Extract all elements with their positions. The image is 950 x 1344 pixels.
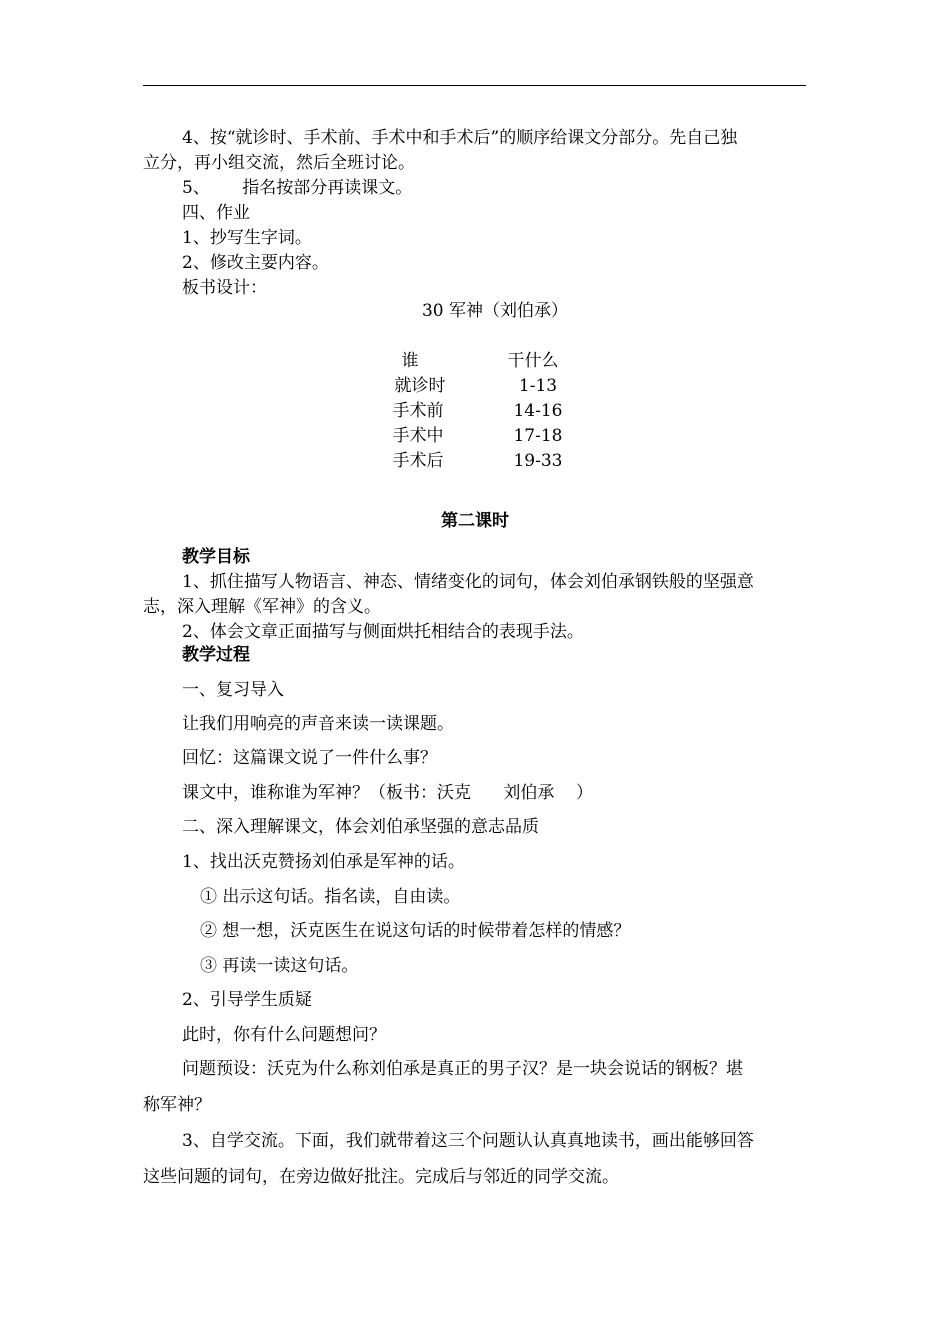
step2-heading: 二、深入理解课文，体会刘伯承坚强的意志品质 <box>182 817 539 837</box>
lesson2-title: 第二课时 <box>441 511 509 531</box>
board-row-who: 就诊时 <box>394 376 446 396</box>
item5: 5、 指名按部分再读课文。 <box>182 178 413 198</box>
board-row-what: 1-13 <box>518 376 558 396</box>
step1-line1: 让我们用响亮的声音来读一读课题。 <box>182 714 454 734</box>
homework-2: 2、修改主要内容。 <box>182 253 329 273</box>
goals-heading: 教学目标 <box>182 547 250 567</box>
step2-item2-b-line1: 问题预设：沃克为什么称刘伯承是真正的男子汉？是一块会说话的钢板？堪 <box>182 1059 743 1079</box>
step2-item2-a: 此时，你有什么问题想问？ <box>182 1025 386 1045</box>
step2-item3-line2: 这些问题的词句，在旁边做好批注。完成后与邻近的同学交流。 <box>143 1167 619 1187</box>
goal1-line1: 1、抓住描写人物语言、神态、情绪变化的词句，体会刘伯承钢铁般的坚强意 <box>182 572 754 592</box>
board-design-label: 板书设计： <box>182 278 267 298</box>
step2-item1-a: ① 出示这句话。指名读，自由读。 <box>200 887 461 907</box>
board-head-what: 干什么 <box>507 351 559 371</box>
process-heading: 教学过程 <box>182 645 250 665</box>
goal2: 2、体会文章正面描写与侧面烘托相结合的表现手法。 <box>182 622 584 642</box>
step1-heading: 一、复习导入 <box>182 680 284 700</box>
board-row-who: 手术后 <box>392 451 444 471</box>
board-row-what: 19-33 <box>513 451 563 471</box>
step1-line2: 回忆：这篇课文说了一件什么事？ <box>182 748 437 768</box>
board-row-what: 17-18 <box>513 426 563 446</box>
step2-item2-b-line2: 称军神？ <box>143 1095 211 1115</box>
board-row-who: 手术中 <box>392 426 444 446</box>
step2-item1-b: ② 想一想，沃克医生在说这句话的时候带着怎样的情感？ <box>200 921 631 941</box>
goal1-line2: 志，深入理解《军神》的含义。 <box>143 597 381 617</box>
step2-item3-line1: 3、自学交流。下面，我们就带着这三个问题认认真真地读书，画出能够回答 <box>182 1131 754 1151</box>
section-homework: 四、作业 <box>182 203 250 223</box>
step2-item1: 1、找出沃克赞扬刘伯承是军神的话。 <box>182 852 465 872</box>
board-row-what: 14-16 <box>513 401 563 421</box>
item4-line1: 4、按“就诊时、手术前、手术中和手术后”的顺序给课文分部分。先自己独 <box>182 128 738 148</box>
header-rule <box>143 85 806 86</box>
item4-line2: 立分，再小组交流，然后全班讨论。 <box>143 153 415 173</box>
board-head-who: 谁 <box>401 351 419 371</box>
board-row-who: 手术前 <box>392 401 444 421</box>
step2-item2: 2、引导学生质疑 <box>182 990 312 1010</box>
step1-line3: 课文中，谁称谁为军神？（板书：沃克 刘伯承 ） <box>182 783 594 803</box>
homework-1: 1、抄写生字词。 <box>182 228 312 248</box>
board-title: 30 军神（刘伯承） <box>421 301 569 321</box>
step2-item1-c: ③ 再读一读这句话。 <box>200 956 359 976</box>
